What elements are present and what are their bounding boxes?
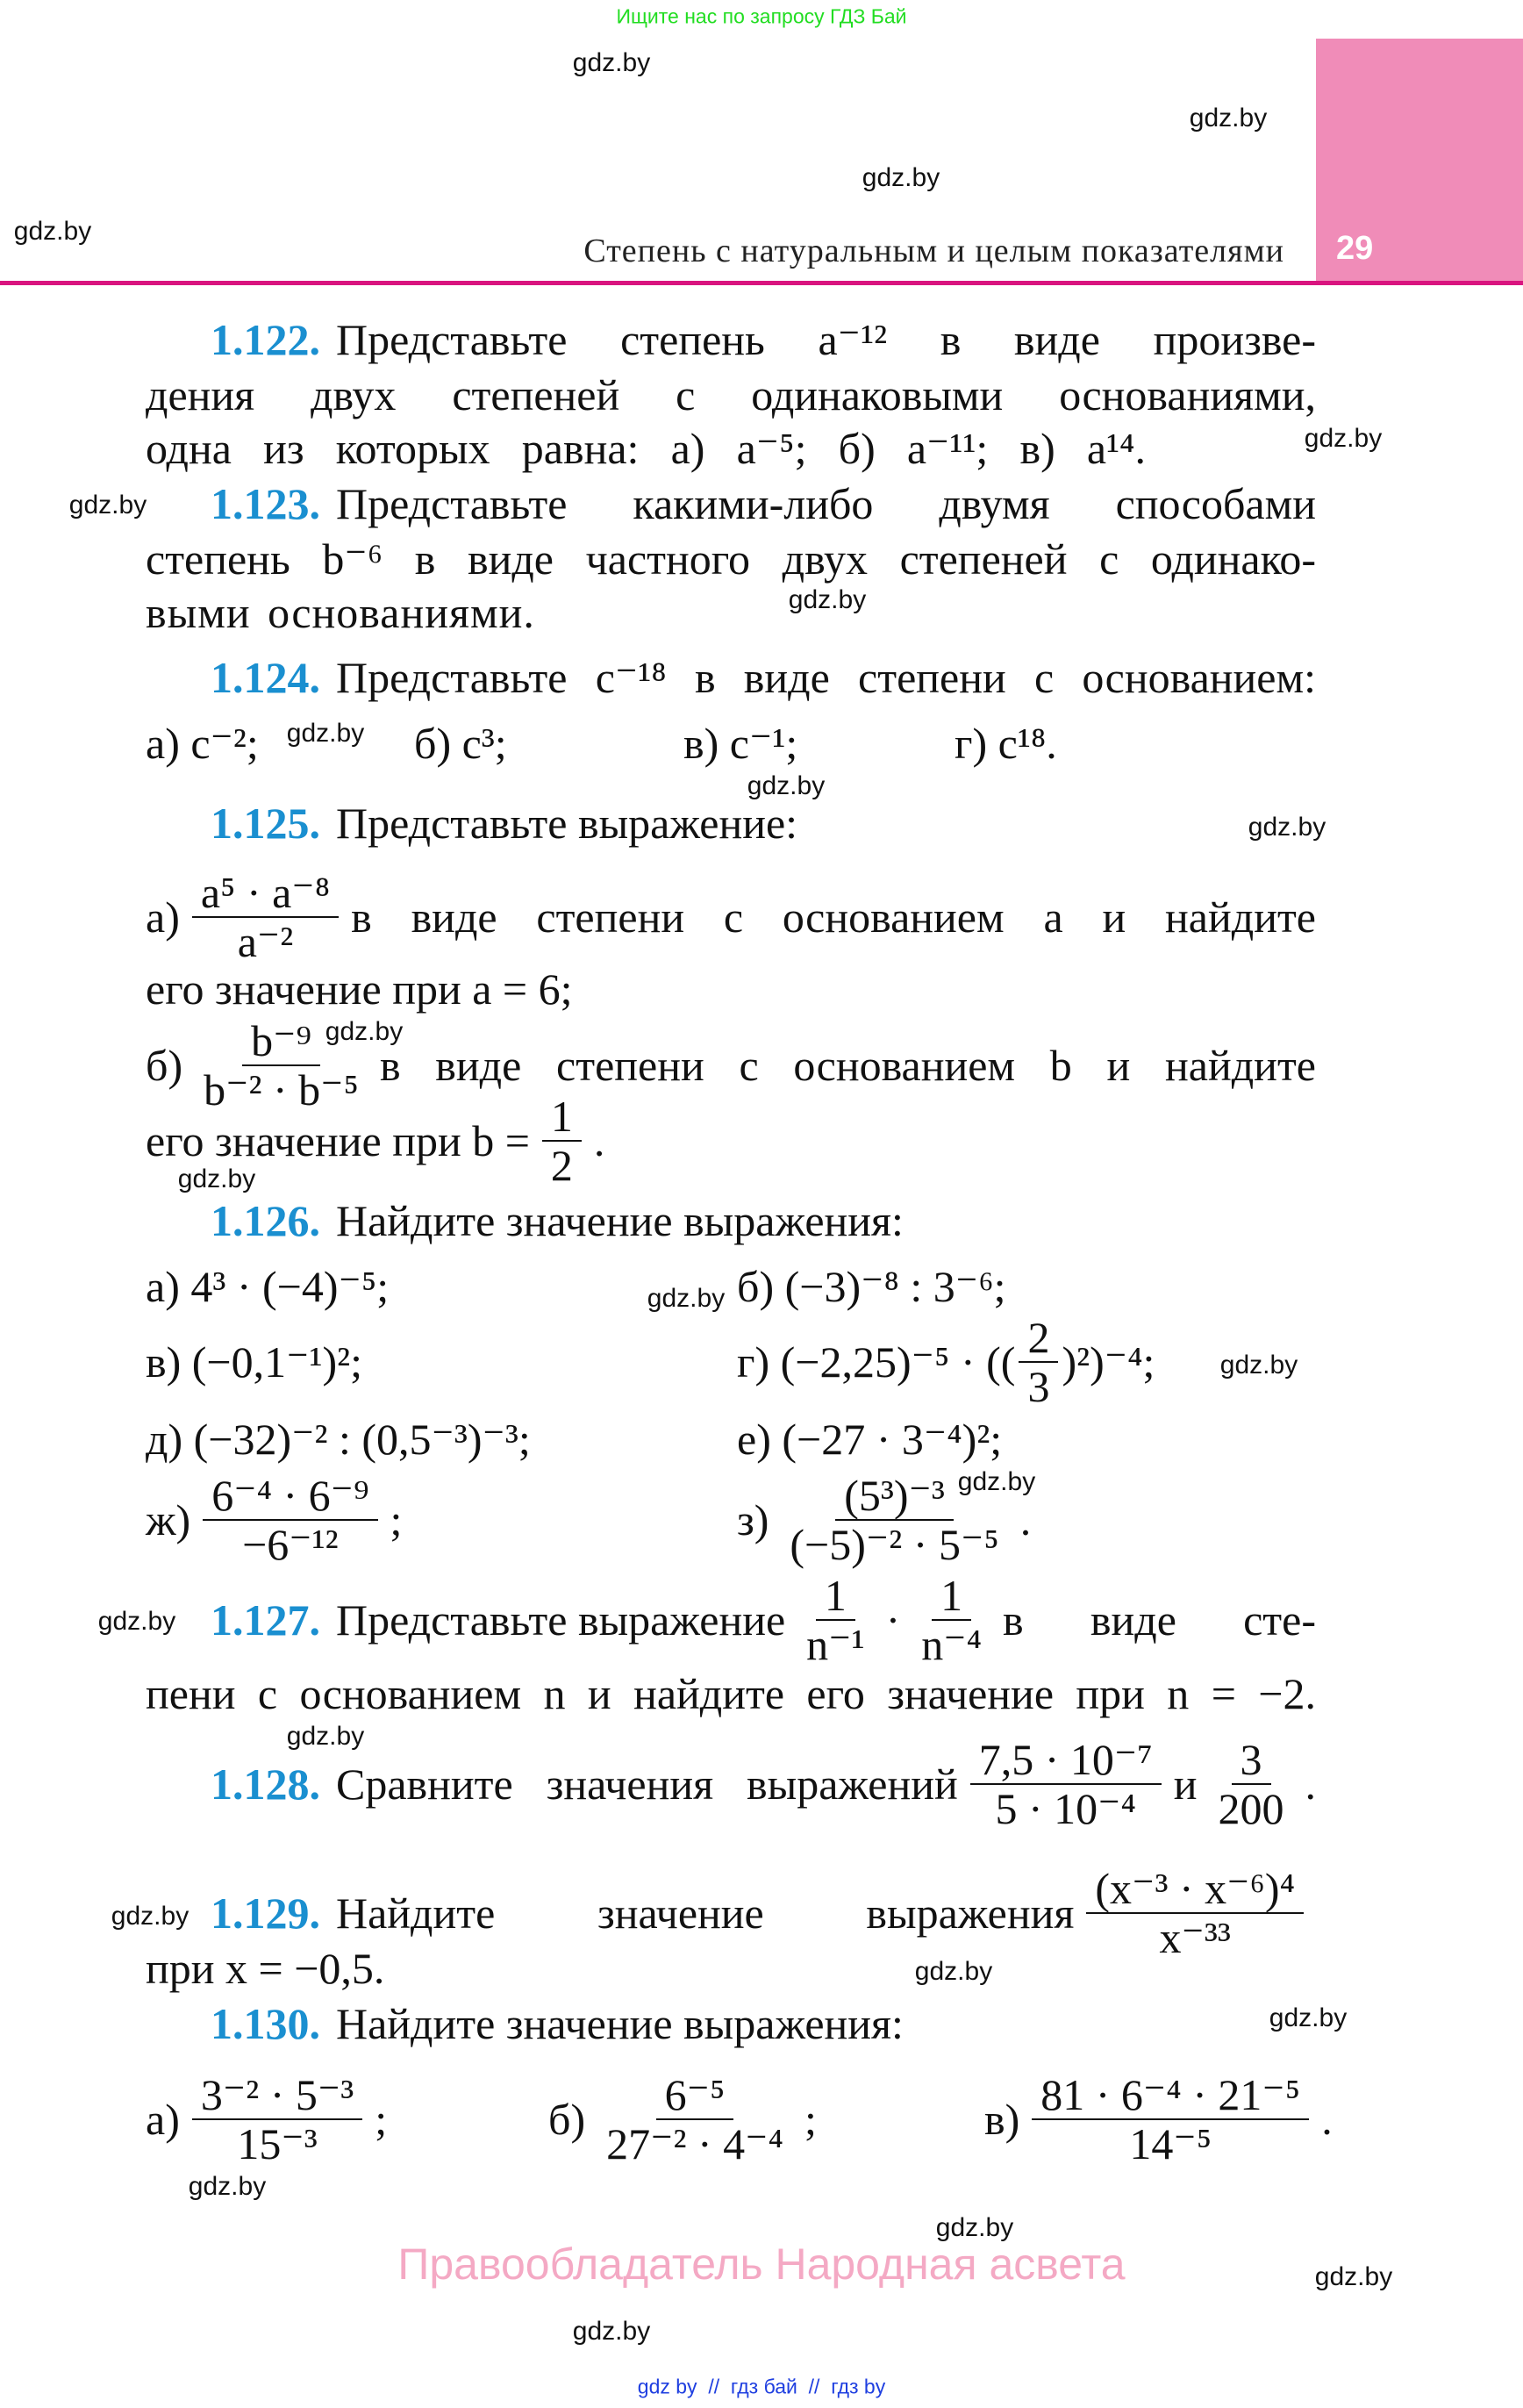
watermark: gdz.by	[572, 2317, 651, 2346]
watermark: gdz.by	[188, 2172, 267, 2201]
problem-1-123-line-2: степень b⁻⁶ в виде частного двух степеней с одинако-	[146, 534, 1316, 584]
item-text: )²)⁻⁴;	[1062, 1337, 1155, 1387]
conjunction: и	[1173, 1759, 1198, 1809]
item-v	[984, 2062, 1333, 2176]
item-text: в виде степени с основанием b и найдите	[379, 1041, 1316, 1090]
item-a: а) 4³ · (−4)⁻⁵;	[146, 1262, 390, 1311]
fraction	[1032, 2071, 1309, 2168]
search-hint: Ищите нас по запросу ГДЗ Бай	[616, 4, 907, 28]
punctuation: .	[1321, 2095, 1333, 2144]
watermark: gdz.by	[788, 585, 867, 614]
denominator: 3	[1027, 1362, 1050, 1411]
watermark: gdz.by	[68, 491, 147, 520]
copyright-owner: Правообладатель Народная асвета	[397, 2240, 1126, 2289]
problem-number: 1.128.	[211, 1759, 320, 1809]
watermark: gdz.by	[1304, 424, 1383, 453]
denominator: x⁻³³	[1159, 1913, 1231, 1962]
watermark: gdz.by	[1248, 813, 1326, 842]
problem-text: Представьте выражение:	[336, 799, 798, 848]
watermark: gdz.by	[13, 217, 92, 246]
denominator: b⁻² · b⁻⁵	[204, 1065, 359, 1114]
watermark: gdz.by	[935, 2213, 1014, 2242]
item-label: б)	[146, 1041, 183, 1090]
fraction	[781, 1472, 1007, 1568]
problem-text: Представьте выражение	[336, 1595, 786, 1645]
watermark: gdz.by	[862, 163, 940, 192]
problem-1-127-line-2: пени с основанием n и найдите его значение при n = −2.	[146, 1669, 1316, 1718]
punctuation: ;	[375, 2095, 388, 2144]
option-v: в) c⁻¹;	[683, 719, 798, 768]
problem-1-125-a-line-2: его значение при a = 6;	[146, 964, 573, 1014]
fraction	[1086, 1865, 1304, 1961]
problem-1-125-a	[146, 860, 1316, 974]
punctuation: .	[1305, 1759, 1316, 1809]
item-label: ж)	[146, 1495, 191, 1544]
fraction	[970, 1736, 1162, 1832]
fraction	[797, 1572, 873, 1668]
problem-1-123-line-3: выми основаниями.	[146, 588, 535, 637]
denominator: −6⁻¹²	[242, 1520, 339, 1569]
denominator: 14⁻⁵	[1129, 2119, 1212, 2168]
problem-number: 1.123.	[211, 479, 320, 528]
item-d: д) (−32)⁻² : (0,5⁻³)⁻³;	[146, 1415, 531, 1464]
problem-1-122-line-3: одна из которых равна: а) a⁻⁵; б) a⁻¹¹; в) a¹⁴.	[146, 424, 1146, 473]
item-label: а)	[146, 892, 180, 942]
item-v: в) (−0,1⁻¹)²;	[146, 1337, 363, 1387]
problem-number: 1.127.	[211, 1595, 320, 1645]
problem-1-129-line-2: при x = −0,5.	[146, 1944, 385, 1993]
problem-number: 1.130.	[211, 1999, 320, 2048]
problem-1-122-line-2: дения двух степеней с одинаковыми основаниями,	[146, 370, 1316, 419]
fraction	[1019, 1314, 1058, 1410]
item-text: его значение при b =	[146, 1116, 530, 1165]
fraction	[912, 1572, 990, 1668]
problem-text: Найдите значение выражения:	[336, 1196, 904, 1245]
item-label: з)	[737, 1495, 769, 1544]
denominator: a⁻²	[237, 917, 294, 966]
watermark: gdz.by	[177, 1165, 256, 1193]
numerator: (x⁻³ · x⁻⁶)⁴	[1086, 1865, 1304, 1914]
fraction	[203, 1472, 377, 1568]
watermark: gdz.by	[914, 1957, 993, 1986]
denominator: n⁻⁴	[921, 1620, 983, 1669]
item-label: а)	[146, 2095, 180, 2144]
fraction	[597, 2071, 792, 2168]
watermark: gdz.by	[1269, 2003, 1348, 2032]
item-label: в)	[984, 2095, 1020, 2144]
watermark: gdz.by	[647, 1284, 726, 1313]
denominator: 5 · 10⁻⁴	[995, 1784, 1136, 1833]
problem-number: 1.129.	[211, 1888, 320, 1938]
item-text: в виде степени с основанием a и найдите	[351, 892, 1316, 942]
item-b	[548, 2062, 817, 2176]
watermark: gdz.by	[286, 719, 365, 748]
numerator: 1	[542, 1093, 582, 1142]
denominator: 200	[1218, 1784, 1284, 1833]
watermark: gdz.by	[572, 48, 651, 77]
problem-number: 1.124.	[211, 653, 320, 702]
numerator: a⁵ · a⁻⁸	[192, 869, 339, 918]
fraction	[192, 2071, 362, 2168]
problem-1-127-line-1	[211, 1563, 1316, 1677]
watermark: gdz.by	[325, 1017, 404, 1046]
numerator: b⁻⁹	[242, 1017, 320, 1066]
fraction	[1210, 1736, 1293, 1832]
watermark: gdz.by	[286, 1722, 365, 1751]
problem-number: 1.126.	[211, 1196, 320, 1245]
problem-number: 1.125.	[211, 799, 320, 848]
numerator: 3⁻² · 5⁻³	[192, 2071, 362, 2120]
punctuation: ;	[390, 1495, 403, 1544]
problem-text: Представьте какими-либо двумя способами	[336, 479, 1316, 528]
item-b: б) (−3)⁻⁸ : 3⁻⁶;	[737, 1262, 1006, 1311]
denominator: (−5)⁻² · 5⁻⁵	[790, 1520, 999, 1569]
numerator: 1	[816, 1572, 855, 1621]
numerator: (5³)⁻³	[835, 1472, 954, 1521]
numerator: 6⁻⁵	[656, 2071, 734, 2120]
option-a: а) c⁻²;	[146, 719, 259, 768]
numerator: 3	[1232, 1736, 1271, 1785]
item-zh	[146, 1463, 402, 1577]
item-label: б)	[548, 2095, 586, 2144]
numerator: 1	[932, 1572, 971, 1621]
denominator: 27⁻² · 4⁻⁴	[606, 2119, 783, 2168]
item-text: г) (−2,25)⁻⁵ · ((	[737, 1337, 1016, 1387]
item-e: е) (−27 · 3⁻⁴)²;	[737, 1415, 1003, 1464]
problem-text: Найдите значение выражения	[336, 1888, 1075, 1938]
denominator: 2	[550, 1141, 573, 1190]
punctuation: .	[1019, 1495, 1032, 1544]
problem-text: Представьте c⁻¹⁸ в виде степени с основанием:	[336, 653, 1316, 702]
option-b: б) c³;	[414, 719, 507, 768]
punctuation: ;	[804, 2095, 817, 2144]
problem-1-128-line-1	[211, 1727, 1316, 1841]
denominator: 15⁻³	[237, 2119, 318, 2168]
fraction	[192, 869, 339, 965]
watermark: gdz.by	[747, 771, 826, 800]
operator: ·	[885, 1595, 901, 1645]
watermark: gdz.by	[97, 1607, 176, 1636]
page-number: 29	[1336, 230, 1374, 267]
chapter-title: Степень с натуральным и целым показателями	[583, 233, 1284, 269]
watermark: gdz.by	[1314, 2262, 1393, 2291]
watermark: gdz.by	[957, 1467, 1036, 1496]
numerator: 7,5 · 10⁻⁷	[970, 1736, 1162, 1785]
numerator: 6⁻⁴ · 6⁻⁹	[203, 1472, 377, 1521]
watermark: gdz.by	[1189, 104, 1268, 133]
watermark: gdz.by	[1219, 1351, 1298, 1380]
problem-text: Представьте степень a⁻¹² в виде произве-	[336, 315, 1316, 364]
problem-number: 1.122.	[211, 315, 320, 364]
option-g: г) c¹⁸.	[955, 719, 1057, 768]
problem-text: в виде сте-	[1003, 1595, 1316, 1645]
item-z	[737, 1463, 1031, 1577]
item-a	[146, 2062, 387, 2176]
problem-text: Найдите значение выражения:	[336, 1999, 904, 2048]
item-g	[737, 1305, 1155, 1419]
numerator: 81 · 6⁻⁴ · 21⁻⁵	[1032, 2071, 1309, 2120]
problem-text: Сравните значения выражений	[336, 1759, 958, 1809]
watermark: gdz.by	[111, 1902, 189, 1931]
numerator: 2	[1019, 1314, 1058, 1363]
punctuation: .	[593, 1116, 605, 1165]
denominator: n⁻¹	[806, 1620, 865, 1669]
footer-links[interactable]: gdz by // гдз бай // гдз by	[637, 2375, 886, 2398]
